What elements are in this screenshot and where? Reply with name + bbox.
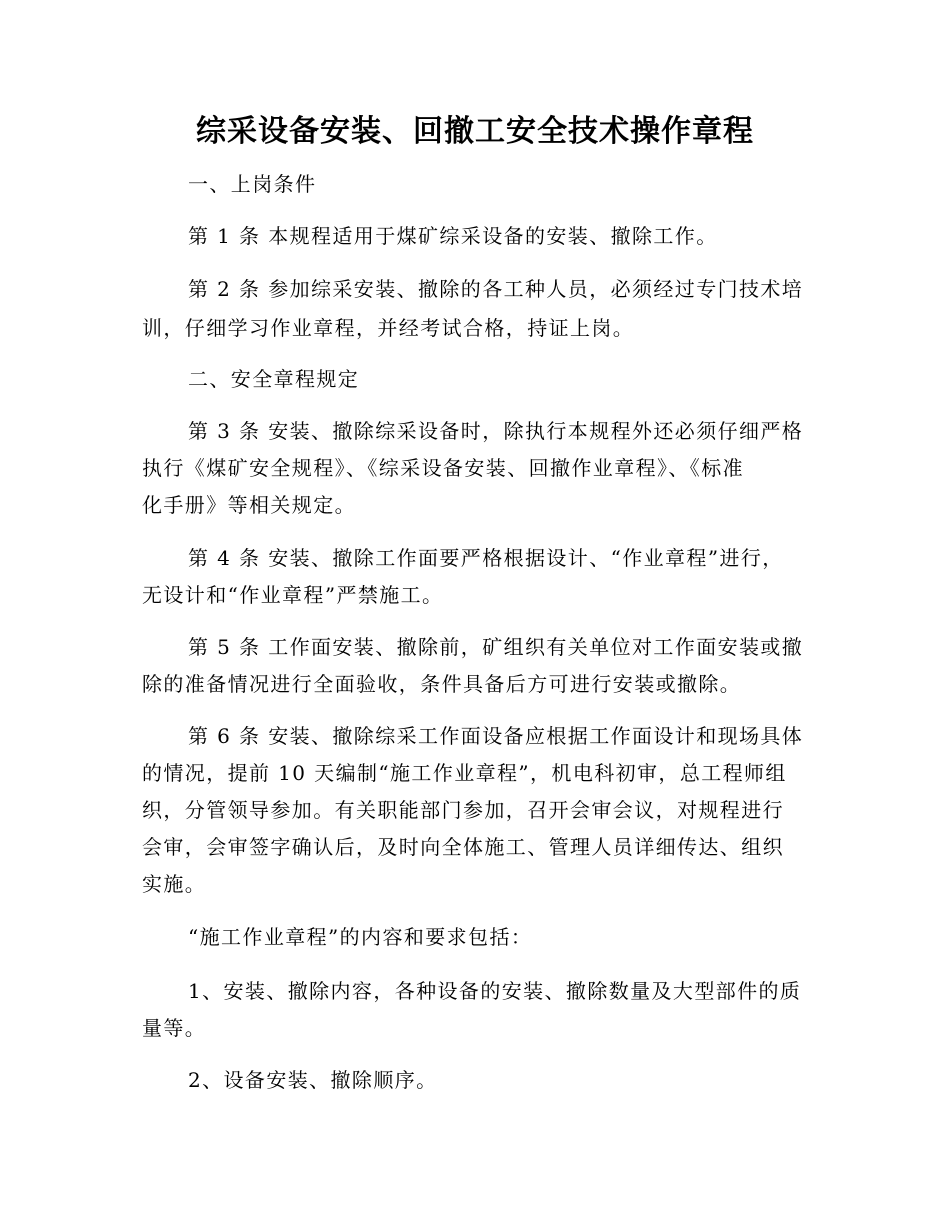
section-heading-safety-rules: 二、安全章程规定: [188, 367, 360, 391]
paragraph-line: 第 2 条 参加综采安装、撤除的各工种人员，必须经过专门技术培: [188, 277, 804, 301]
paragraph-line: 执行《煤矿安全规程》、《综采设备安装、回撤作业章程》、《标准: [142, 456, 744, 480]
paragraph-line: 第 6 条 安装、撤除综采工作面设备应根据工作面设计和现场具体: [188, 724, 804, 748]
list-item-line: 1、安装、撤除内容，各种设备的安装、撤除数量及大型部件的质: [188, 979, 802, 1003]
section-heading-qualifications: 一、上岗条件: [188, 172, 317, 196]
paragraph-line: 无设计和“作业章程”严禁施工。: [142, 583, 444, 607]
paragraph-line: 除的准备情况进行全面验收，条件具备后方可进行安装或撤除。: [142, 672, 742, 696]
paragraph-line: 会审，会审签字确认后，及时向全体施工、管理人员详细传达、组织: [142, 835, 784, 859]
paragraph-line: 的情况，提前 10 天编制“施工作业章程”，机电科初审，总工程师组: [142, 761, 787, 785]
document-title: 综采设备安装、回撤工安全技术操作章程: [196, 114, 754, 149]
list-item-line: 量等。: [142, 1016, 207, 1040]
paragraph-line: 第 3 条 安装、撤除综采设备时，除执行本规程外还必须仔细严格: [188, 419, 804, 443]
paragraph-line: 实施。: [142, 872, 207, 896]
paragraph-line: 第 4 条 安装、撤除工作面要严格根据设计、“作业章程”进行，: [188, 546, 784, 570]
paragraph-line: 第 1 条 本规程适用于煤矿综采设备的安装、撤除工作。: [188, 224, 718, 248]
paragraph-line: “施工作业章程”的内容和要求包括：: [188, 925, 533, 949]
paragraph-line: 化手册》等相关规定。: [142, 493, 356, 517]
paragraph-line: 第 5 条 工作面安装、撤除前，矿组织有关单位对工作面安装或撤: [188, 635, 804, 659]
paragraph-line: 训，仔细学习作业章程，并经考试合格，持证上岗。: [142, 316, 635, 340]
list-item-line: 2、设备安装、撤除顺序。: [188, 1068, 438, 1092]
paragraph-line: 织，分管领导参加。有关职能部门参加，召开会审会议，对规程进行: [142, 798, 784, 822]
